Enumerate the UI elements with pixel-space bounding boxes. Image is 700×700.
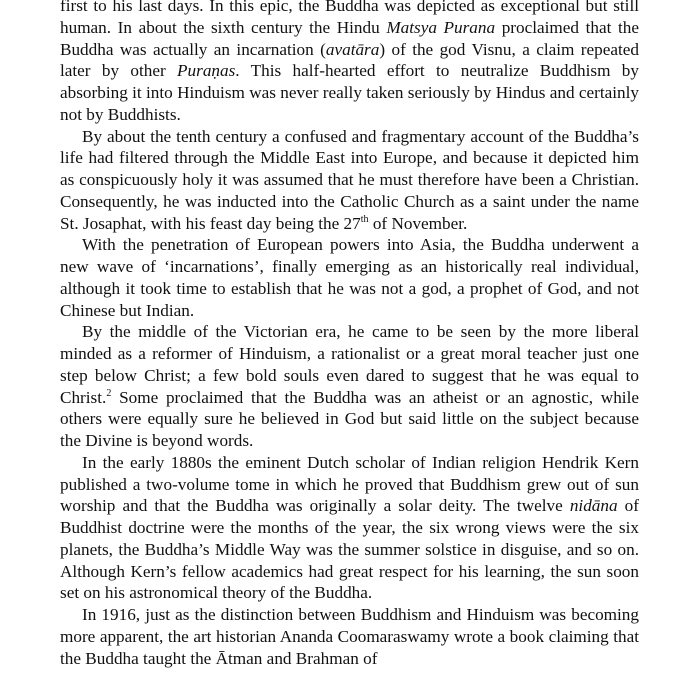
document-page [60, 0, 639, 669]
text-segment-italic: Matsya Purana [386, 17, 496, 37]
paragraph-puranas [60, 0, 639, 126]
text-segment: In the early 1880s the eminent Dutch scholar of Indian religion Hendrik Kern published a two-volume tome in which he proved that Buddhism grew out of sun worship and that the Buddha was originally a solar deity. The twelve [60, 452, 639, 516]
text-segment: With the penetration of European powers into Asia, the Buddha underwent a new wave of ‘incarnations’, finally emerging as an historically real individual, although it took time to establish that he was not a god, a prophet of God, and not Chinese but Indian. [60, 235, 639, 320]
text-segment: By about the tenth century a confused and fragmentary account of the Buddha’s life had filtered through the Middle East into Europe, and because it depicted him as conspicuously holy it was assumed that he must therefore have been a Christian. Consequently, he was inducted into the Catholic Church as a saint under the name St. Josaphat, with his feast day being the 27 [60, 126, 639, 233]
paragraph-coomaraswamy [60, 604, 639, 669]
paragraph-hendrik-kern [60, 452, 639, 604]
text-segment-italic: avatāra [325, 39, 380, 59]
text-segment-italic: Puraṇas [177, 61, 236, 81]
paragraph-st-josaphat [60, 126, 639, 235]
text-segment: proclaimed that the Buddha was actually an incarnation ( [60, 17, 639, 59]
ordinal-superscript: th [360, 213, 369, 225]
text-segment: first to his last days. In this epic, the Buddha was depicted as exceptional but still human. In about the sixth century the Hindu [60, 0, 639, 37]
text-segment: of Buddhist doctrine were the months of the year, the six wrong views were the six planets, the Buddha’s Middle Way was the summer solstice in disguise, and so on. Although Kern’s fellow academics had great respect for his learning, the sun soon set on his astronomical theory of the Buddha. [60, 496, 639, 603]
text-segment: Some proclaimed that the Buddha was an atheist or an agnostic, while others were equally sure he believed in God but said little on the subject because the Divine is beyond words. [60, 387, 639, 450]
text-segment-italic: nidāna [569, 496, 618, 516]
text-segment: ) of the god Visnu, a claim repeated later by other [60, 39, 640, 81]
text-segment: of November. [368, 213, 468, 233]
text-segment: In 1916, just as the distinction between Buddhism and Hinduism was becoming more apparent, the art historian Ananda Coomaraswamy wrote a book claiming that the Buddha taught the Ātman and Brahman of [60, 605, 639, 668]
paragraph-victorian-era [60, 321, 639, 452]
text-segment: . This half-hearted effort to neutralize Buddhism by absorbing it into Hinduism was never really taken seriously by Hindus and certainly not by Buddhists. [60, 61, 639, 124]
footnote-marker[interactable]: 2 [106, 387, 112, 399]
text-segment: By the middle of the Victorian era, he came to be seen by the more liberal minded as a reformer of Hinduism, a rationalist or a great moral teacher just one step below Christ; a few bold souls even dared to suggest that he was equal to Christ. [60, 322, 639, 407]
paragraph-european-powers [60, 234, 639, 321]
